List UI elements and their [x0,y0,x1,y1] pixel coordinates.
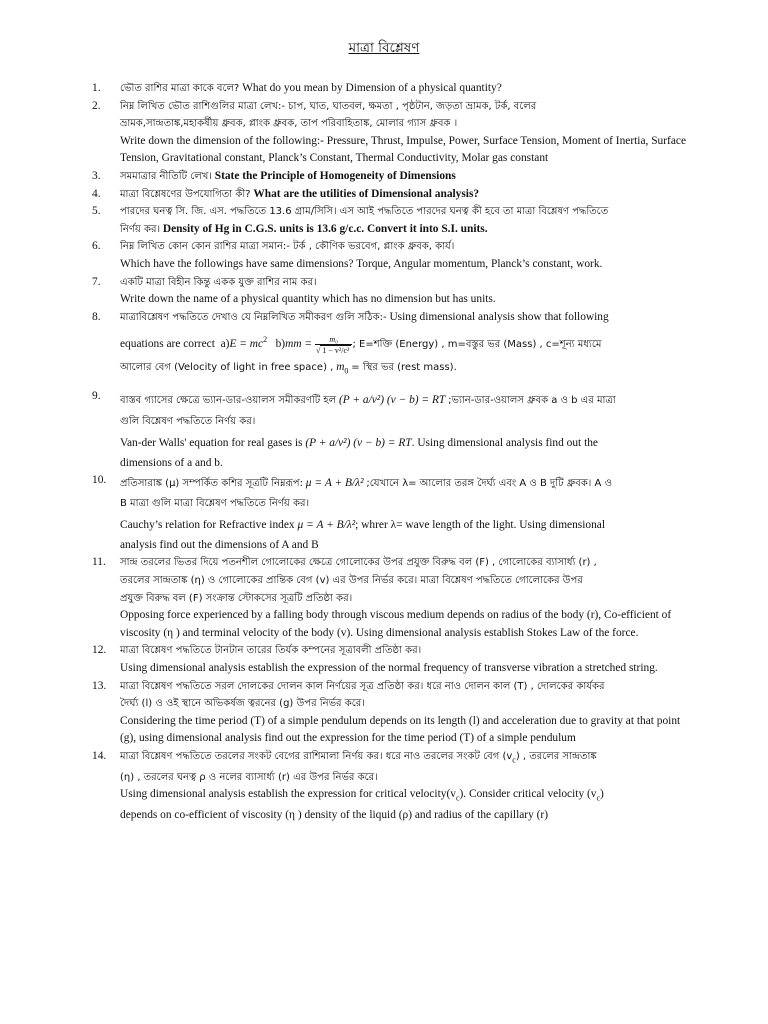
bengali-text: ; E=শক্তি (Energy) , m=বস্তুর ভর (Mass) , c=শূন্য মধ্যমে [352,339,602,351]
english-text-line [120,513,692,537]
equation-label: b) [275,338,286,351]
question-number: 6. [92,240,101,253]
van-der-waals-equation: (P + a/v²) (v − b) = RT [338,393,446,406]
english-text: Opposing force experienced by a falling body through viscous medium depends on radius of the body (r), Co-efficient of viscosity (η ) and terminal velocity of the body (v). Using dimensional analysis establish Stokes Law of the force. [120,609,672,639]
question-number: 12. [92,644,107,657]
bengali-text: প্রযুক্ত বিরুদ্ধ বল (F) সংক্রান্ত স্টোকসের সূত্রটি প্রতিষ্ঠা কর। [120,592,353,604]
bengali-text: মাত্রা বিশ্লেষণ পদ্ধতিতে তরলের সংকট বেগের রাশিমালা নির্ণয় কর। ধরে নাও তরলের সংকট বেগ (v [120,750,513,762]
english-text-line [120,786,692,807]
question-number: 4. [92,187,101,200]
question-text [120,221,692,239]
english-text: What are the utilities of Dimensional analysis? [253,187,480,200]
bengali-text: বাস্তব গ্যাসের ক্ষেত্রে ভ্যান-ডার-ওয়ালস সমীকরণটি হল [120,394,337,406]
english-text: Write down the dimension of the following:- Pressure, Thrust, Impulse, Power, Surface Tension, Moment of Inertia, Surface Tension, Gravitational constant, Planck’s Constant, Thermal Conductivity, Molar gas constant [120,134,687,165]
english-text: Using dimensional analysis establish the expression for critical velocity(v [120,788,456,801]
question-3 [92,168,692,186]
fraction [315,335,352,355]
english-text-line [120,431,692,455]
english-text: ). Consider critical velocity (v [459,788,597,801]
bengali-text: সমমাত্রার নীতিটি লেখ। [120,170,212,182]
question-number: 3. [92,169,101,182]
question-number: 1. [92,82,101,94]
question-text [120,80,692,98]
english-text: Which have the followings have same dimensions? Torque, Angular momentum, Planck’s constant, work. [120,257,603,270]
cauchy-equation: μ = A + B/λ² [297,518,356,531]
bengali-text: তরলের সান্দ্রতাঙ্ক (η) ও গোলোকের প্রান্তিক বেগ (v) এর উপর নির্ভর করে। মাত্রা বিশ্লেষণ পদ্ধতিতে গোলোকের উপর [120,574,583,586]
bengali-text: নিম্ন লিখিত ভৌত রাশিগুলির মাত্রা লেখ:- চাপ, ঘাত, ঘাতবল, ক্ষমতা , পৃষ্ঠটান, জড়তা ভ্রামক, টর্ক, বলের [120,100,537,112]
bengali-text: গুলি বিশ্লেষণ পদ্ধতিতে নির্ণয় কর। [120,415,256,427]
question-14 [92,748,692,825]
rest-mass-symbol: m [336,361,345,374]
question-number: 14. [92,749,107,762]
cauchy-equation: μ = A + B/λ² [305,477,364,490]
bengali-text: নির্ণয় কর। [120,223,161,235]
question-number: 5. [92,205,101,218]
subscript: c [512,755,516,765]
english-text: Density of Hg in C.G.S. units is 13.6 g/c.c. Convert it into S.I. units. [162,222,488,235]
question-text [120,388,692,413]
question-1 [92,80,692,98]
question-11 [92,554,692,642]
question-text [120,186,692,204]
english-text: depends on co-efficient of viscosity (η ) density of the liquid (ρ) and radius of the capillary (r) [120,809,549,822]
bengali-text: সান্দ্র তরলের ভিতর দিয়ে পতনশীল গোলোকের ক্ষেত্রে গোলোকের উপর প্রযুক্ত বিরুদ্ধ বল (F) , গোলোকের ব্যাসার্ধ্য (r) , [120,557,597,569]
bengali-text: মাত্রা বিশ্লেষণ পদ্ধতিতে টানটান তারের তির্যক কম্পনের সূত্রাবলী প্রতিষ্ঠা কর। [120,645,422,657]
question-8 [92,309,692,388]
bengali-text: একটি মাত্রা বিহীন কিন্তু একক যুক্ত রাশির নাম কর। [120,276,317,288]
bengali-text: ;ভ্যান-ডার-ওয়ালস ধ্রুবক a ও b এর মাত্রা [448,394,616,406]
equation-label: a) [220,338,230,351]
english-text: Write down the name of a physical quantity which has no dimension but has units. [120,293,496,306]
question-10 [92,472,692,554]
bengali-text: ভৌত রাশির মাত্রা কাকে বলে? [120,83,240,94]
english-text: equations are correct [120,338,215,351]
question-number: 7. [92,275,101,288]
question-5 [92,203,692,238]
subscript: c [455,793,460,803]
bengali-text: প্রতিসারাঙ্ক (μ) সম্পর্কিত কশির সূত্রটি নিম্নরূপ: [120,478,303,490]
bengali-text: মাত্রা বিশ্লেষণের উপযোগিতা কী? [120,188,251,200]
english-text: Van-der Walls' equation for real gases is [120,436,303,449]
bengali-text: ভ্রামক,সান্দ্রতাঙ্ক,মহাকর্ষীয় ধ্রুবক, প্লাংক ধ্রুবক, তাপ পরিবাহিতাঙ্ক, মোলার গ্যাস ধ্রুবক । [120,118,458,130]
question-text [120,472,692,495]
subscript: c [596,793,601,803]
question-number: 13. [92,679,107,692]
bengali-text: দৈর্ঘ্য (l) ও ওই স্থানে অভিকর্ষজ ত্বরনের (g) উপর নির্ভর করে। [120,698,365,710]
bengali-text: পারদের ঘনত্ব সি. জি. এস. পদ্ধতিতে 13.6 গ্রাম/সিসি। এস আই পদ্ধতিতে পারদের ঘনত্ব কী হবে তা মাত্রা বিশ্লেষণ পদ্ধতিতে [120,206,609,218]
question-4 [92,186,692,204]
bengali-text: = স্থির ভর (rest mass). [351,362,457,374]
bengali-text: মাত্রাবিশ্লেষণ পদ্ধতিতে দেখাও যে নিম্নলিখিত সমীকরণ গুলি সঠিক:- [120,311,387,323]
question-7 [92,274,692,309]
english-text: Cauchy’s relation for Refractive index [120,518,295,531]
page-title: মাত্রা বিশ্লেষণ [348,40,420,56]
sqrt-content: 1 − v²/c² [322,345,350,355]
question-list [92,80,692,825]
bengali-text: ;যেখানে λ= আলোর তরঙ্গ দৈর্ঘ্য এবং A ও B দুটি ধ্রুবক। A ও [366,478,612,490]
question-text [120,748,692,769]
english-text: . Using dimensional analysis find out the [411,436,598,449]
question-number: 9. [92,389,101,402]
question-9 [92,388,692,472]
question-number: 11. [92,556,106,569]
question-text [120,309,692,327]
question-text: আলোর বেগ (Velocity of light in free space) , $m_0$ = স্থির ভর (rest mass). [120,361,457,376]
bengali-text: মাত্রা বিশ্লেষণ পদ্ধতিতে সরল দোলকের দোলন কাল নির্ণয়ের সূত্র প্রতিষ্ঠা কর। ধরে নাও দোলন কাল (T) , দোলকের কার্যকর [120,680,605,692]
english-text: Using dimensional analysis show that following [389,310,609,323]
question-12 [92,642,692,677]
english-text: analysis find out the dimensions of A and B [120,538,319,551]
equation-a: E = mc [229,338,264,351]
english-text: What do you mean by Dimension of a physical quantity? [242,82,502,94]
bengali-text: আলোর বেগ (Velocity of light in free space) , [120,362,334,374]
question-6 [92,238,692,273]
question-2 [92,98,692,168]
fraction-denominator: √ 1 − v²/c² [315,345,350,355]
equation-b-lhs: mm = [285,338,313,351]
english-text: Using dimensional analysis establish the expression of the normal frequency of transverse vibration a stretched string. [120,661,658,674]
english-text: ) [600,788,604,801]
english-text: State the Principle of Homogeneity of Dimensions [214,169,456,182]
bengali-text: B মাত্রা গুলি মাত্রা বিশ্লেষণ পদ্ধতিতে নির্ণয় কর। [120,498,310,510]
bengali-text: ) , তরলের সান্দ্রতাঙ্ক [515,750,597,762]
question-number: 2. [92,99,101,112]
van-der-waals-equation: (P + a/v²) (v − b) = RT [305,436,412,449]
fraction-numerator: m₀ [315,335,352,345]
english-text: dimensions of a and b. [120,456,223,469]
question-number: 8. [92,310,101,323]
question-text [120,168,692,186]
question-13 [92,678,692,748]
equation-line: equations are correct $a)E = mc^2$ b)mm = $\frac{\text{m₀}}{\text{√ 1 − v²/c²}}$ ; E=শক্তি (Energy) , m=বস্তুর ভর (Mass) , c=শূন্য মধ্যমে [120,334,602,355]
english-text: ; whrer λ= wave length of the light. Using dimensional [355,518,606,531]
bengali-text: (η) , তরলের ঘনত্ব ρ ও নলের ব্যাসার্ধ্য (r) এর উপর নির্ভর করে। [120,771,378,783]
question-number: 10. [92,474,107,487]
bengali-text: নিম্ন লিখিত কোন কোন রাশির মাত্রা সমান:- টর্ক , কৌণিক ভরবেগ, প্লাংক ধ্রুবক, কার্য। [120,241,455,253]
english-text: Considering the time period (T) of a simple pendulum depends on its length (l) and acceleration due to gravity at that point (g), using dimensional analysis find out the expression for the time period (T) of a simple pendulum [120,714,681,745]
